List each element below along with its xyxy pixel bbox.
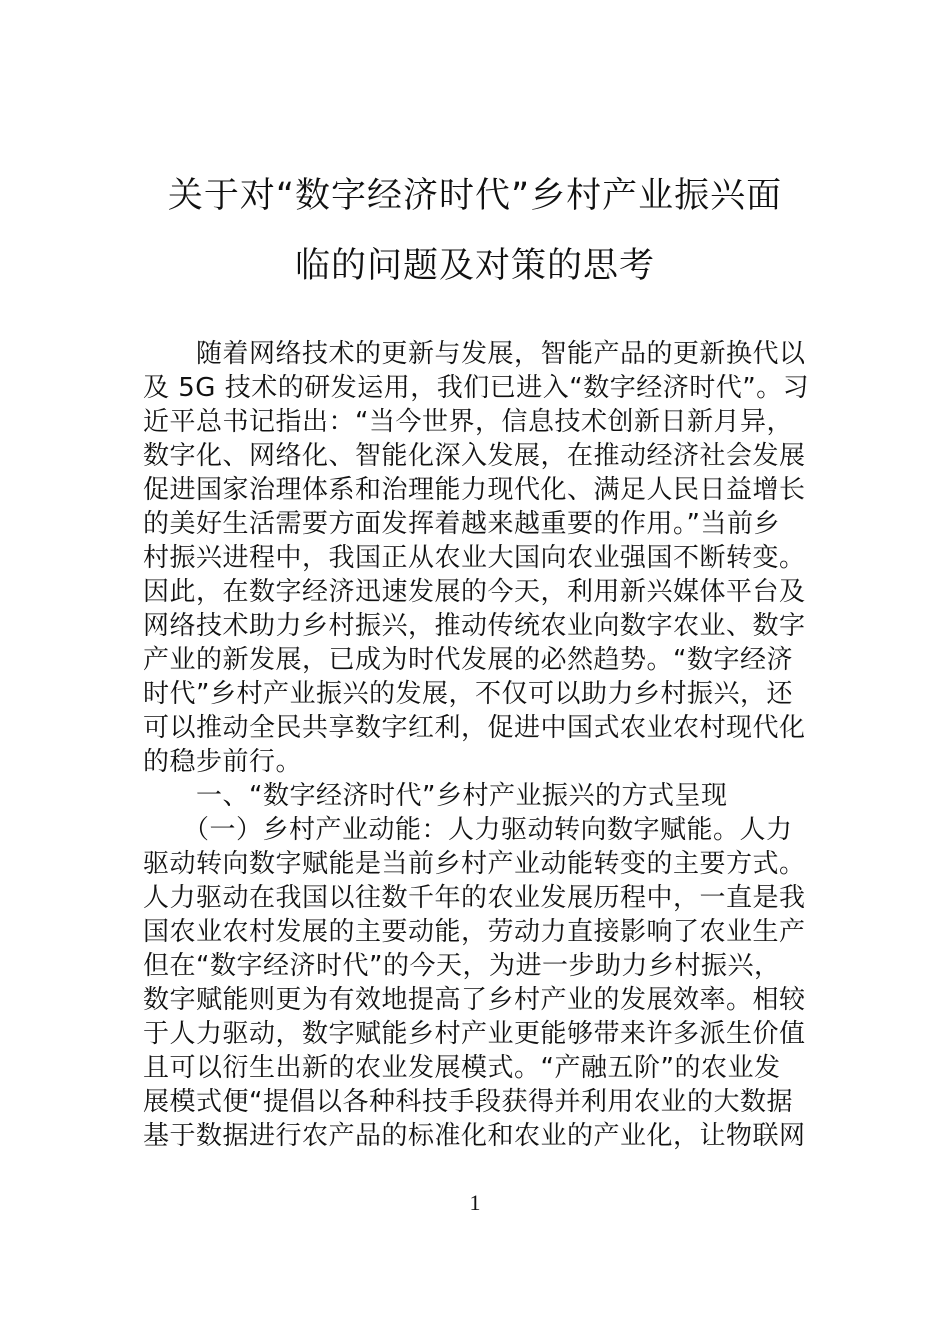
body-line: 的稳步前行。: [143, 747, 303, 777]
body-line: 的美好生活需要方面发挥着越来越重要的作用。”当前乡: [143, 509, 780, 539]
body-line: 驱动转向数字赋能是当前乡村产业动能转变的主要方式。: [143, 849, 806, 879]
body-line: 产业的新发展，已成为时代发展的必然趋势。“数字经济: [143, 645, 793, 675]
body-line: 村振兴进程中，我国正从农业大国向农业强国不断转变。: [143, 543, 806, 573]
body-line: 可以推动全民共享数字红利，促进中国式农业农村现代化: [143, 713, 806, 743]
body-line: 人力驱动在我国以往数千年的农业发展历程中，一直是我: [143, 883, 806, 913]
body-line: 因此，在数字经济迅速发展的今天，利用新兴媒体平台及: [143, 577, 806, 607]
body-line: 数字赋能则更为有效地提高了乡村产业的发展效率。相较: [143, 985, 806, 1015]
subsection-heading: （一）乡村产业动能：人力驱动转向数字赋能。人力: [143, 815, 793, 845]
body-line: 基于数据进行农产品的标准化和农业的产业化，让物联网: [143, 1121, 806, 1151]
page-number: 1: [469, 1190, 481, 1215]
document-title-line-1: 关于对“数字经济时代”乡村产业振兴面: [167, 176, 783, 216]
document-title-line-2: 临的问题及对策的思考: [294, 246, 655, 286]
body-line: 展模式便“提倡以各种科技手段获得并利用农业的大数据: [143, 1087, 793, 1117]
body-line: 促进国家治理体系和治理能力现代化、满足人民日益增长: [143, 475, 806, 505]
body-line: 随着网络技术的更新与发展，智能产品的更新换代以: [143, 339, 806, 369]
body-line: 国农业农村发展的主要动能，劳动力直接影响了农业生产: [143, 917, 806, 947]
section-heading: 一、“数字经济时代”乡村产业振兴的方式呈现: [143, 781, 728, 811]
body-line: 近平总书记指出：“当今世界，信息技术创新日新月异，: [143, 407, 793, 437]
body-line: 网络技术助力乡村振兴，推动传统农业向数字农业、数字: [143, 611, 806, 641]
body-line: 时代”乡村产业振兴的发展，不仅可以助力乡村振兴，还: [143, 679, 793, 709]
body-line: 于人力驱动，数字赋能乡村产业更能够带来许多派生价值: [143, 1019, 806, 1049]
body-line: 及 5G 技术的研发运用，我们已进入“数字经济时代”。习: [143, 373, 810, 403]
body-line: 且可以衍生出新的农业发展模式。“产融五阶”的农业发: [143, 1053, 781, 1083]
body-line: 但在“数字经济时代”的今天，为进一步助力乡村振兴，: [143, 951, 781, 981]
body-line: 数字化、网络化、智能化深入发展，在推动经济社会发展: [143, 441, 806, 471]
